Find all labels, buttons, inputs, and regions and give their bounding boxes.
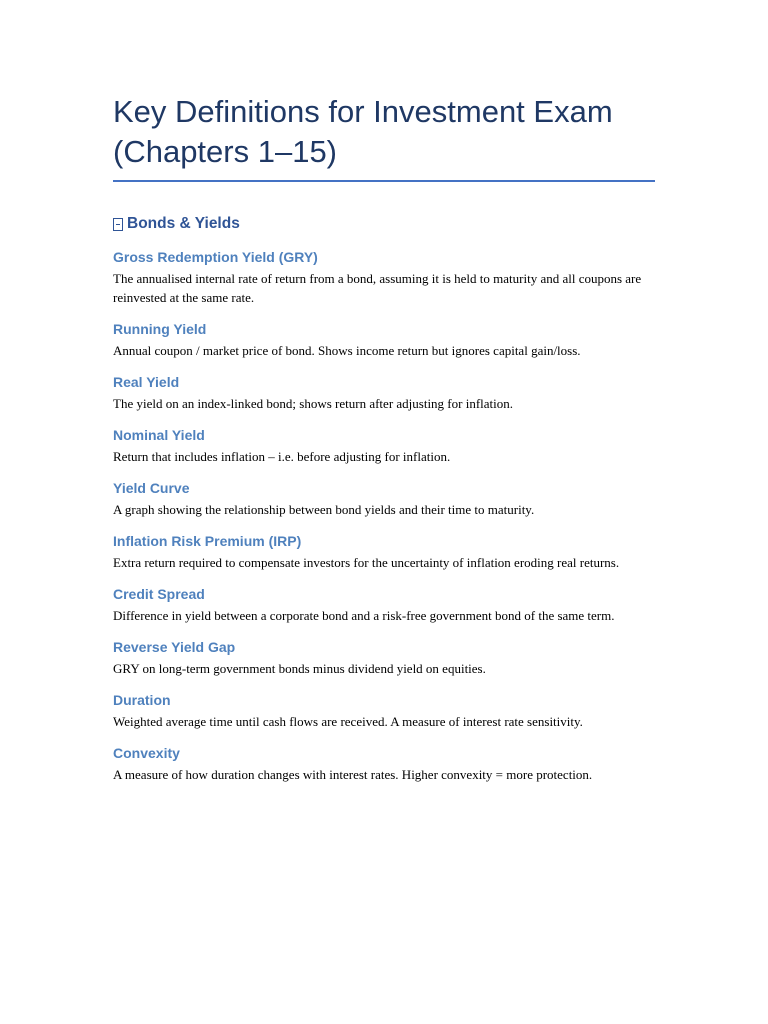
missing-glyph-icon [113,218,123,231]
definition-text: A graph showing the relationship between bond yields and their time to maturity. [113,502,535,517]
definition-term: Inflation Risk Premium (IRP) [113,533,302,549]
definition-text: Extra return required to compensate investors for the uncertainty of inflation eroding real returns. [113,555,620,570]
definition-text: Difference in yield between a corporate bond and a risk-free government bond of the same term. [113,608,615,623]
page-title-line-2: (Chapters 1–15) [113,134,338,169]
definition-term: Gross Redemption Yield (GRY) [113,249,318,265]
definition-term: Nominal Yield [113,427,205,443]
definition-term: Real Yield [113,374,180,390]
definition-term: Running Yield [113,321,207,337]
definition-item [113,637,655,678]
definition-item [113,478,655,519]
section-heading-label: Bonds & Yields [127,215,240,232]
definition-text: A measure of how duration changes with interest rates. Higher convexity = more protection. [113,767,593,782]
definition-text: Weighted average time until cash flows are received. A measure of interest rate sensitivity. [113,714,583,729]
definition-term: Duration [113,692,171,708]
definition-item [113,247,655,307]
definition-term: Credit Spread [113,586,205,602]
definition-text: Annual coupon / market price of bond. Shows income return but ignores capital gain/loss. [113,343,581,358]
definition-text: Return that includes inflation – i.e. before adjusting for inflation. [113,449,451,464]
definition-item [113,531,655,572]
definition-item [113,690,655,731]
definition-item [113,425,655,466]
page-title-line-1: Key Definitions for Investment Exam [113,94,613,129]
page-title [113,92,655,172]
document-page [113,92,655,796]
definition-term: Reverse Yield Gap [113,639,236,655]
section-heading-bonds-yields [113,213,655,235]
definition-text: The annualised internal rate of return from a bond, assuming it is held to maturity and all coupons are reinvested at the same rate. [113,271,642,305]
definition-item [113,584,655,625]
definition-list [113,247,655,784]
definition-item [113,319,655,360]
definition-text: The yield on an index-linked bond; shows return after adjusting for inflation. [113,396,514,411]
definition-item [113,743,655,784]
definition-text: GRY on long-term government bonds minus dividend yield on equities. [113,661,486,676]
definition-term: Yield Curve [113,480,190,496]
definition-item [113,372,655,413]
definition-term: Convexity [113,745,180,761]
title-divider [113,180,655,182]
